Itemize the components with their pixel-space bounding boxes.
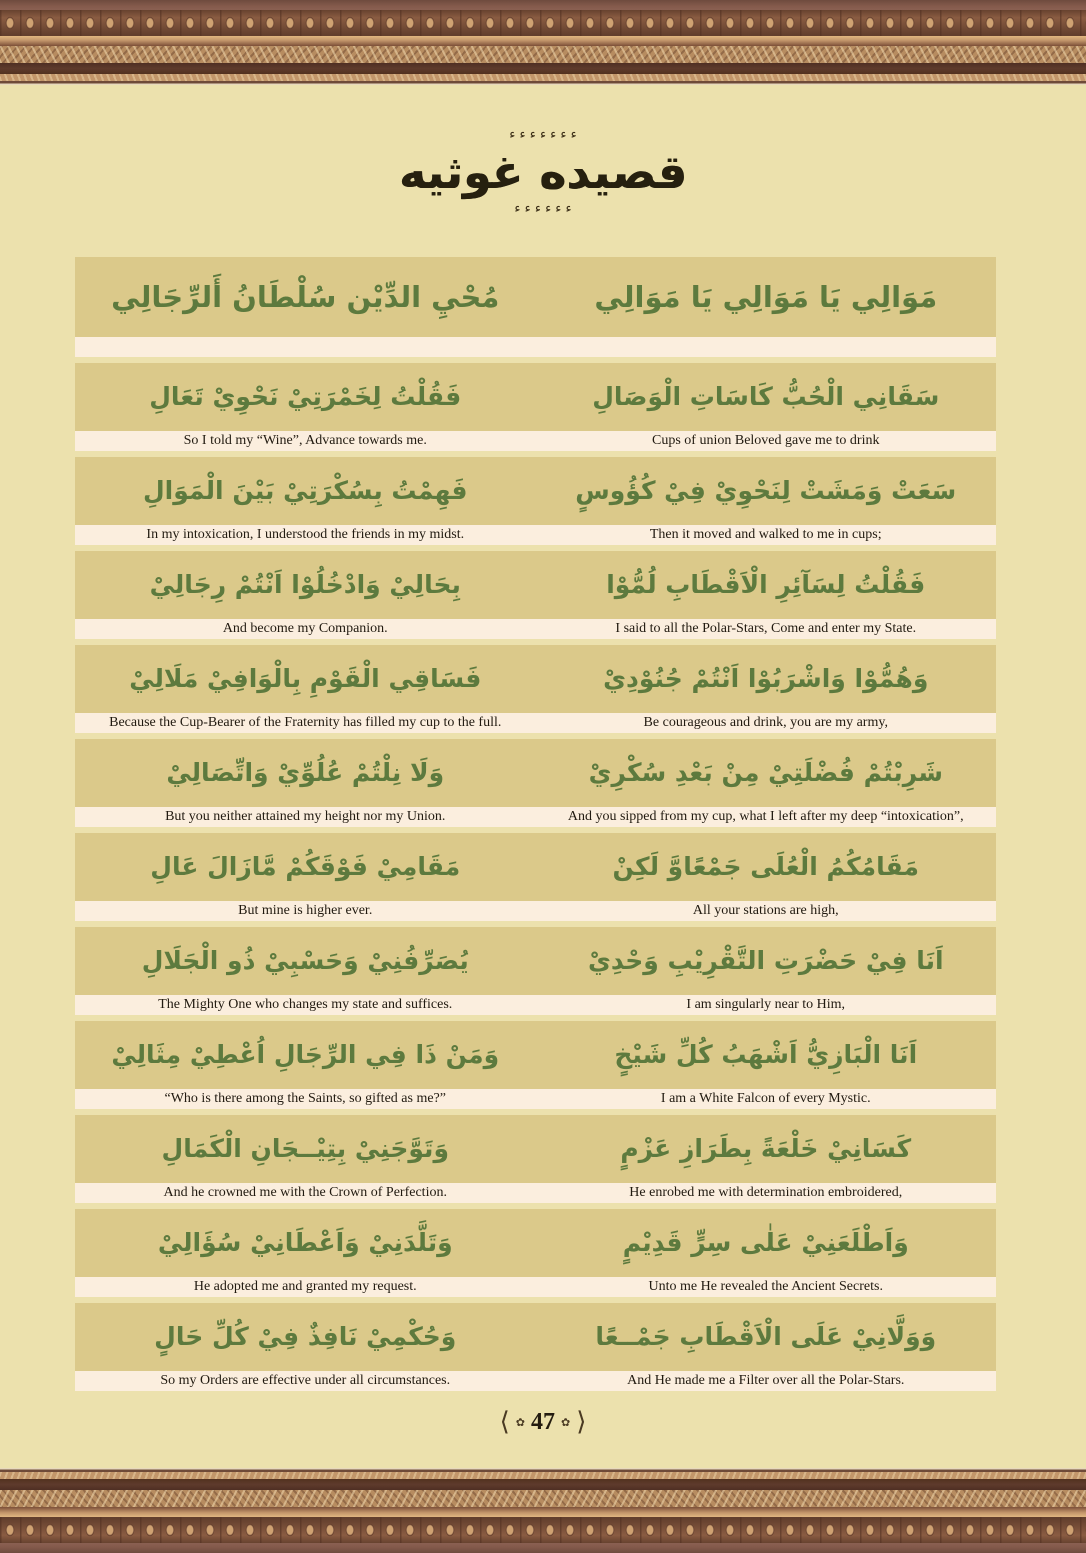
verse-left-cell [75,927,536,995]
translation-left-cell [75,713,536,733]
verse-right-cell [536,833,997,901]
verse-band [75,1021,996,1089]
verse-right-cell [536,1115,997,1183]
translation-right-cell [536,807,997,827]
translation-right-cell [536,1089,997,1109]
page-number-ornament-left: ⟨ [499,1407,510,1437]
verse-right-cell [536,363,997,431]
verse-arabic-right: كَسَانِيْ خَلْعَةً بِطَرَازِ عَزْمٍ [620,1134,912,1163]
header-right-arabic: مَوَالِي يَا مَوَالِي يَا مَوَالِي [594,280,938,314]
verse-left-cell [75,833,536,901]
verse-right-cell [536,1021,997,1089]
verse-row [75,1021,996,1109]
translation-left: He adopted me and granted my request. [193,1279,417,1294]
verse-band [75,1209,996,1277]
translation-right-cell [536,1277,997,1297]
verse-right-cell [536,739,997,807]
translation-left-cell [75,1183,536,1203]
verse-band [75,1303,996,1371]
verse-right-cell [536,1303,997,1371]
title-block [0,127,1086,217]
translation-right-cell [536,1183,997,1203]
verse-arabic-left: مَقَامِيْ فَوْقَكُمْ مَّازَالَ عَالِ [150,852,461,881]
page-number-ornament-right: ⟩ [576,1407,587,1437]
verse-arabic-right: وَهُمُّوْا وَاشْرَبُوْا اَنْتُمْ جُنُوْدِيْ [603,664,929,693]
verse-arabic-left: فَسَاقِي الْقَوْمِ بِالْوَافِيْ مَلَالِيْ [129,664,482,693]
translation-right-cell [536,619,997,639]
translation-left: But you neither attained my height nor my Union. [165,809,446,824]
frame-rounded-molding [0,36,1086,46]
ornate-frame-bottom [0,1468,1086,1553]
verse-left-cell [75,1209,536,1277]
frame-dark-band [0,1479,1086,1490]
frame-arch-molding [0,10,1086,36]
verse-row [75,363,996,451]
verse-arabic-left: بِحَالِيْ وَادْخُلُوْا اَنْتُمْ رِجَالِيْ [149,570,461,599]
frame-rounded-molding [0,1507,1086,1517]
translation-left: So my Orders are effective under all circumstances. [160,1373,451,1388]
verse-row [75,457,996,545]
verse-arabic-left: وَمَنْ ذَا فِي الرِّجَالِ اُعْطِيْ مِثَالِيْ [111,1040,500,1069]
title-flourish-bottom: ء ء ء ء ء ء [514,201,572,216]
translation-right: Then it moved and walked to me in cups; [649,527,882,542]
header-band [75,257,996,337]
verse-row [75,739,996,827]
header-left-cell [75,257,536,337]
verse-band [75,927,996,995]
verse-arabic-left: فَقُلْتُ لِخَمْرَتِيْ نَحْوِيْ تَعَالِ [149,382,462,411]
verse-arabic-right: اَنَا فِيْ حَضْرَتِ التَّقْرِيْبِ وَحْدِيْ [587,946,944,975]
verse-arabic-left: فَهِمْتُ بِسُكْرَتِيْ بَيْنَ الْمَوَالِ [142,476,468,505]
translation-left: But mine is higher ever. [238,903,373,918]
verse-left-cell [75,551,536,619]
translation-band [75,619,996,639]
verse-left-cell [75,1115,536,1183]
translation-right: I said to all the Polar-Stars, Come and enter my State. [615,621,917,636]
frame-speckled-band [0,46,1086,63]
verse-right-cell [536,1209,997,1277]
translation-left: The Mighty One who changes my state and suffices. [158,997,453,1012]
verse-right-cell [536,457,997,525]
translation-right: He enrobed me with determination embroidered, [629,1185,903,1200]
verse-row [75,1209,996,1297]
translation-band [75,995,996,1015]
verse-band [75,551,996,619]
verse-right-cell [536,927,997,995]
ornate-frame-top [0,0,1086,85]
translation-right-cell [536,901,997,921]
verse-arabic-left: وَحُكْمِيْ نَافِذٌ فِيْ كُلِّ حَالٍ [154,1322,457,1351]
verse-left-cell [75,1021,536,1089]
translation-right: And He made me a Filter over all the Polar-Stars. [627,1373,905,1388]
verse-arabic-right: سَعَتْ وَمَشَتْ لِنَحْوِيْ فِيْ كُؤُوسٍ [575,476,957,505]
verse-arabic-right: سَقَانِي الْحُبُّ كَاسَاتِ الْوَصَالِ [592,382,940,411]
page-number: 47 [531,1409,555,1435]
page-number-row [0,1407,1086,1437]
translation-band [75,713,996,733]
verse-arabic-left: وَتَوَّجَنِيْ بِتِيْــجَانِ الْكَمَالِ [161,1134,449,1163]
translation-left-cell [75,807,536,827]
frame-speckled-band [0,1490,1086,1507]
translation-band [75,431,996,451]
translation-left-cell [75,1371,536,1391]
verse-row [75,551,996,639]
verse-arabic-right: مَقَامُكُمُ الْعُلَى جَمْعًاوَّ لَكِنْ [612,852,919,881]
translation-left-cell [75,431,536,451]
translation-band [75,901,996,921]
translation-left-cell [75,995,536,1015]
verse-arabic-right: وَوَلَّانِيْ عَلَى الْاَقْطَابِ جَمْــعًا [595,1322,937,1351]
header-spacer-strip [75,337,996,357]
page-title-calligraphy: قصيده غوثيه [398,145,688,199]
verse-row [75,833,996,921]
flower-icon: ✿ [561,1415,571,1429]
verse-band [75,1115,996,1183]
translation-left-cell [75,901,536,921]
translation-band [75,1277,996,1297]
translation-band [75,525,996,545]
verse-band [75,363,996,431]
translation-left: So I told my “Wine”, Advance towards me. [183,433,427,448]
flower-icon: ✿ [515,1415,525,1429]
frame-dark-band [0,63,1086,74]
translation-band [75,1183,996,1203]
verse-band [75,457,996,525]
verse-left-cell [75,363,536,431]
translation-right: All your stations are high, [692,903,839,918]
title-flourish-top: ء ء ء ء ء ء ء [509,127,577,142]
translation-right-cell [536,995,997,1015]
header-right-cell [536,257,997,337]
page-content [0,85,1086,1437]
verse-arabic-right: اَنَا الْبَازِيُّ اَشْهَبُ كُلِّ شَيْخٍ [614,1040,918,1069]
verse-left-cell [75,739,536,807]
verse-arabic-left: وَلَا نِلْتُمْ عُلُوِّيْ وَاتِّصَالِيْ [166,758,445,787]
translation-left: Because the Cup-Bearer of the Fraternity has filled my cup to the full. [109,715,502,730]
frame-tan-band [0,1472,1086,1479]
verse-left-cell [75,457,536,525]
frame-edge-line [0,1468,1086,1472]
verse-row [75,645,996,733]
translation-left-cell [75,1089,536,1109]
verse-left-cell [75,645,536,713]
frame-flat-strip [0,0,1086,10]
translation-left: In my intoxication, I understood the friends in my midst. [146,527,465,542]
verse-band [75,739,996,807]
frame-flat-strip [0,1543,1086,1553]
frame-tan-band [0,74,1086,81]
verse-row [75,927,996,1015]
translation-right: Unto me He revealed the Ancient Secrets. [648,1279,883,1294]
translation-right: And you sipped from my cup, what I left after my deep “intoxication”, [567,809,964,824]
translation-right-cell [536,1371,997,1391]
verse-right-cell [536,551,997,619]
translation-band [75,1371,996,1391]
verse-band [75,645,996,713]
verse-arabic-right: شَرِبْتُمْ فُضْلَتِيْ مِنْ بَعْدِ سُكْرِيْ [588,758,943,787]
translation-band [75,1089,996,1109]
verse-right-cell [536,645,997,713]
translation-right: Be courageous and drink, you are my army, [643,715,888,730]
translation-band [75,807,996,827]
translation-right-cell [536,431,997,451]
verses-container [75,363,996,1391]
translation-right-cell [536,713,997,733]
translation-right-cell [536,525,997,545]
verse-left-cell [75,1303,536,1371]
header-left-arabic: مُحْيِ الدِّيْن سُلْطَانُ أَلرِّجَالِي [111,280,500,314]
translation-right: Cups of union Beloved gave me to drink [652,433,880,448]
verse-row [75,1303,996,1391]
poem-sheet [75,257,996,1391]
translation-right: I am singularly near to Him, [686,997,846,1012]
verse-arabic-left: وَتَلَّدَنِيْ وَاَعْطَانِيْ سُؤَالِيْ [157,1228,453,1257]
verse-arabic-left: يُصَرِّفُنِيْ وَحَسْبِيْ ذُو الْجَلَالِ [141,946,469,975]
translation-left-cell [75,525,536,545]
verse-arabic-right: فَقُلْتُ لِسَآئِرِ الْاَقْطَابِ لُمُّوْا [606,570,926,599]
translation-left-cell [75,619,536,639]
translation-left: And become my Companion. [222,621,388,636]
verse-band [75,833,996,901]
verse-row [75,1115,996,1203]
verse-arabic-right: وَاَطْلَعَنِيْ عَلٰى سِرٍّ قَدِيْمٍ [622,1228,909,1257]
translation-left-cell [75,1277,536,1297]
frame-arch-molding [0,1517,1086,1543]
translation-left: “Who is there among the Saints, so gifted as me?” [164,1091,446,1106]
translation-right: I am a White Falcon of every Mystic. [660,1091,871,1106]
translation-left: And he crowned me with the Crown of Perfection. [163,1185,447,1200]
